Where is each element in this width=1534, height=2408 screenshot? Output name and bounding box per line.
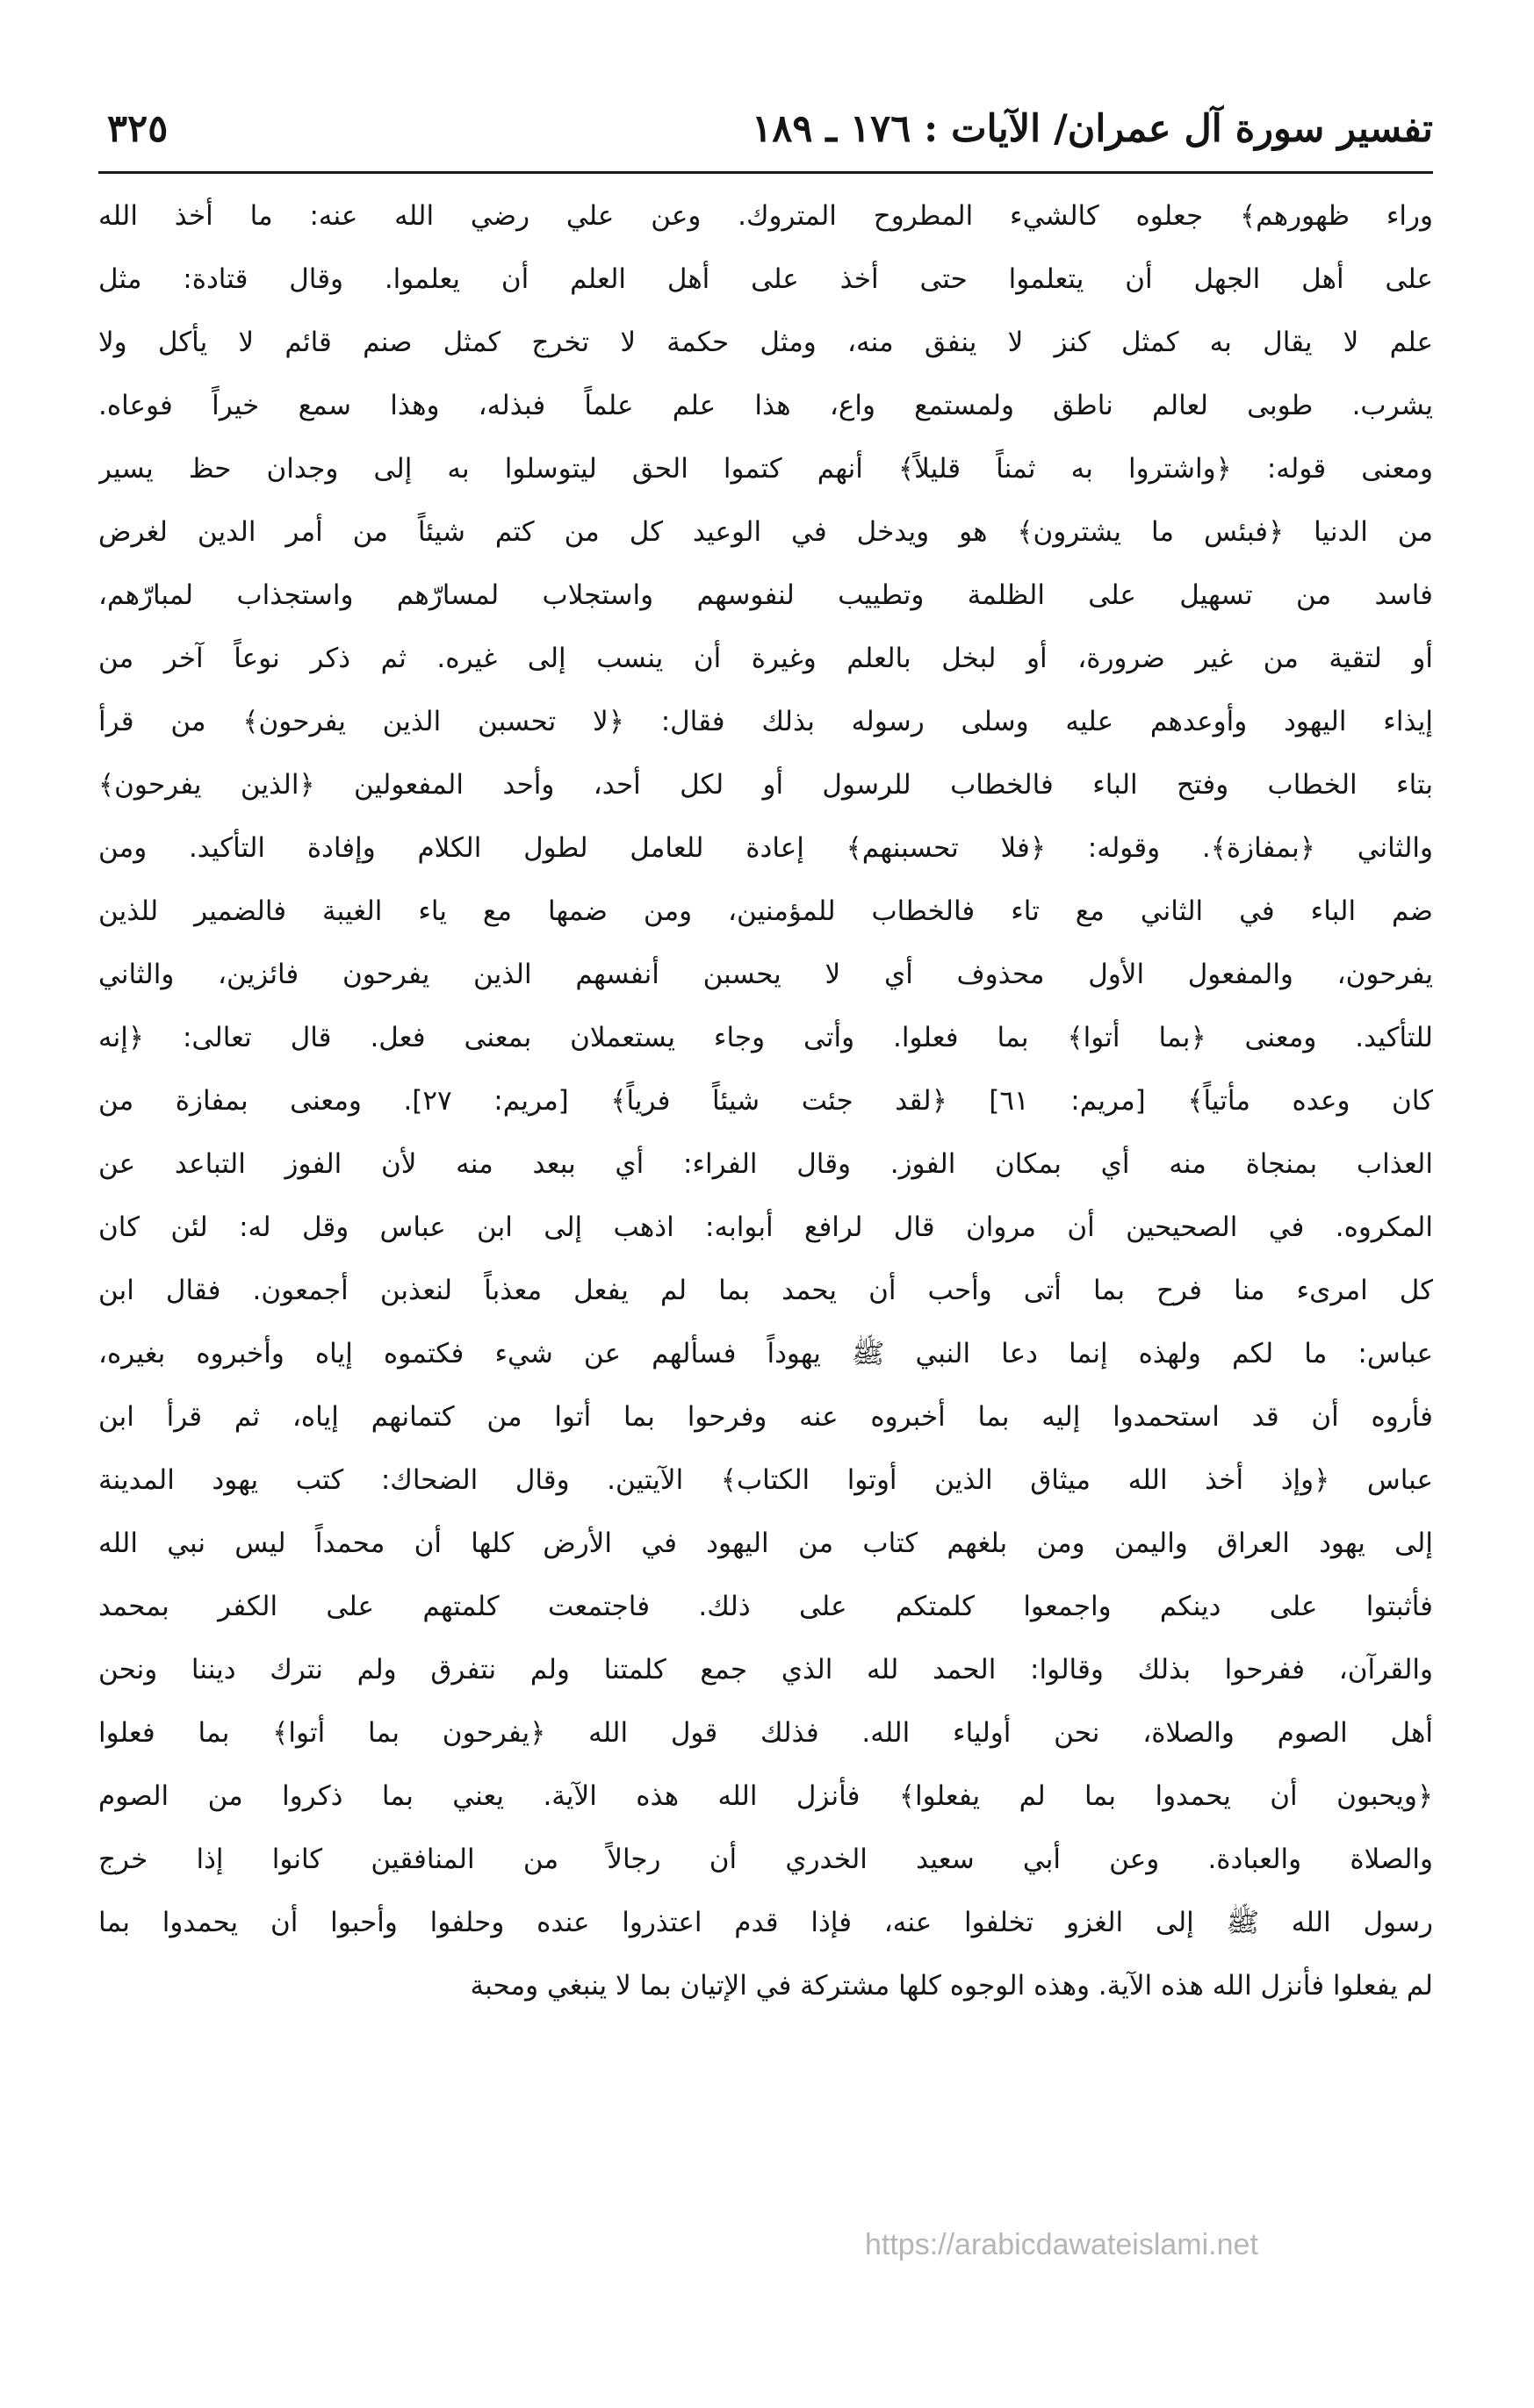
text-line: والثاني ﴿بمفازة﴾. وقوله: ﴿فلا تحسبنهم﴾ إعادة للعامل لطول الكلام وإفادة التأكيد. ومن (98, 832, 1433, 864)
text-line: علم لا يقال به كمثل كنز لا ينفق منه، ومثل حكمة لا تخرج كمثل صنم قائم لا يأكل ولا (98, 327, 1433, 358)
text-line: رسول الله ﷺ إلى الغزو تخلفوا عنه، فإذا قدم اعتذروا عنده وحلفوا وأحبوا أن يحمدوا بما (98, 1907, 1433, 1938)
text-line: من الدنيا ﴿فبئس ما يشترون﴾ هو ويدخل في الوعيد كل من كتم شيئاً من أمر الدين لغرض (98, 516, 1433, 548)
header-divider (98, 171, 1433, 174)
page-header (98, 95, 1433, 165)
text-line: على أهل الجهل أن يتعلموا حتى أخذ على أهل العلم أن يعلموا. وقال قتادة: مثل (98, 263, 1433, 295)
text-line: لم يفعلوا فأنزل الله هذه الآية. وهذه الوجوه كلها مشتركة في الإتيان بما لا ينبغي ومحبة (470, 1970, 1433, 2002)
text-line: أهل الصوم والصلاة، نحن أولياء الله. فذلك قول الله ﴿يفرحون بما أتوا﴾ بما فعلوا (98, 1717, 1433, 1749)
watermark: https://arabicdawateislami.net (865, 2228, 1258, 2261)
text-line: بتاء الخطاب وفتح الباء فالخطاب للرسول أو لكل أحد، وأحد المفعولين ﴿الذين يفرحون﴾ (98, 769, 1433, 801)
text-line: أو لتقية من غير ضرورة، أو لبخل بالعلم وغيرة أن ينسب إلى غيره. ثم ذكر نوعاً آخر من (98, 643, 1433, 674)
running-title: تفسير سورة آل عمران/ الآيات : ١٧٦ ـ ١٨٩ (752, 107, 1433, 151)
text-line: كان وعده مأتياً﴾ [مريم: ٦١] ﴿لقد جئت شيئاً فرياً﴾ [مريم: ٢٧]. ومعنى بمفازة من (98, 1085, 1433, 1117)
text-line: فأثبتوا على دينكم واجمعوا كلمتكم على ذلك. فاجتمعت كلمتهم على الكفر بمحمد (98, 1591, 1433, 1622)
text-line: عباس: ما لكم ولهذه إنما دعا النبي ﷺ يهوداً فسألهم عن شيء فكتموه إياه وأخبروه بغيره، (98, 1338, 1433, 1369)
text-line: وراء ظهورهم﴾ جعلوه كالشيء المطروح المتروك. وعن علي رضي الله عنه: ما أخذ الله (98, 200, 1433, 232)
text-line: فأروه أن قد استحمدوا إليه بما أخبروه عنه وفرحوا بما أتوا من كتمانهم إياه، ثم قرأ ابن (98, 1401, 1433, 1433)
text-line: والقرآن، ففرحوا بذلك وقالوا: الحمد لله الذي جمع كلمتنا ولم نتفرق ولم نترك ديننا ونحن (98, 1654, 1433, 1686)
text-line: إلى يهود العراق واليمن ومن بلغهم كتاب من اليهود في الأرض كلها أن محمداً ليس نبي الله (98, 1527, 1433, 1559)
page-number: ٣٢٥ (107, 107, 169, 151)
text-line: المكروه. في الصحيحين أن مروان قال لرافع أبوابه: اذهب إلى ابن عباس وقل له: لئن كان (98, 1211, 1433, 1243)
text-line: كل امرىء منا فرح بما أتى وأحب أن يحمد بما لم يفعل معذباً لنعذبن أجمعون. فقال ابن (98, 1275, 1433, 1306)
text-line: يفرحون، والمفعول الأول محذوف أي لا يحسبن أنفسهم الذين يفرحون فائزين، والثاني (98, 959, 1433, 990)
text-line: للتأكيد. ومعنى ﴿بما أتوا﴾ بما فعلوا. وأتى وجاء يستعملان بمعنى فعل. قال تعالى: ﴿إنه (98, 1022, 1433, 1053)
text-line: ومعنى قوله: ﴿واشتروا به ثمناً قليلاً﴾ أنهم كتموا الحق ليتوسلوا به إلى وجدان حظ يسير (98, 453, 1433, 485)
text-line: يشرب. طوبى لعالم ناطق ولمستمع واع، هذا علم علماً فبذله، وهذا سمع خيراً فوعاه. (98, 390, 1433, 421)
text-line: والصلاة والعبادة. وعن أبي سعيد الخدري أن رجالاً من المنافقين كانوا إذا خرج (98, 1844, 1433, 1875)
text-line: عباس ﴿وإذ أخذ الله ميثاق الذين أوتوا الكتاب﴾ الآيتين. وقال الضحاك: كتب يهود المدينة (98, 1464, 1433, 1496)
text-line: ضم الباء في الثاني مع تاء فالخطاب للمؤمنين، ومن ضمها مع ياء الغيبة فالضمير للذين (98, 895, 1433, 927)
text-line: إيذاء اليهود وأوعدهم عليه وسلى رسوله بذلك فقال: ﴿لا تحسبن الذين يفرحون﴾ من قرأ (98, 706, 1433, 737)
text-line: ﴿ويحبون أن يحمدوا بما لم يفعلوا﴾ فأنزل الله هذه الآية. يعني بما ذكروا من الصوم (98, 1780, 1433, 1812)
text-line: العذاب بمنجاة منه أي بمكان الفوز. وقال الفراء: أي ببعد منه لأن الفوز التباعد عن (98, 1148, 1433, 1180)
text-line: فاسد من تسهيل على الظلمة وتطييب لنفوسهم واستجلاب لمسارّهم واستجذاب لمبارّهم، (98, 579, 1433, 611)
body-text (98, 184, 1433, 2017)
